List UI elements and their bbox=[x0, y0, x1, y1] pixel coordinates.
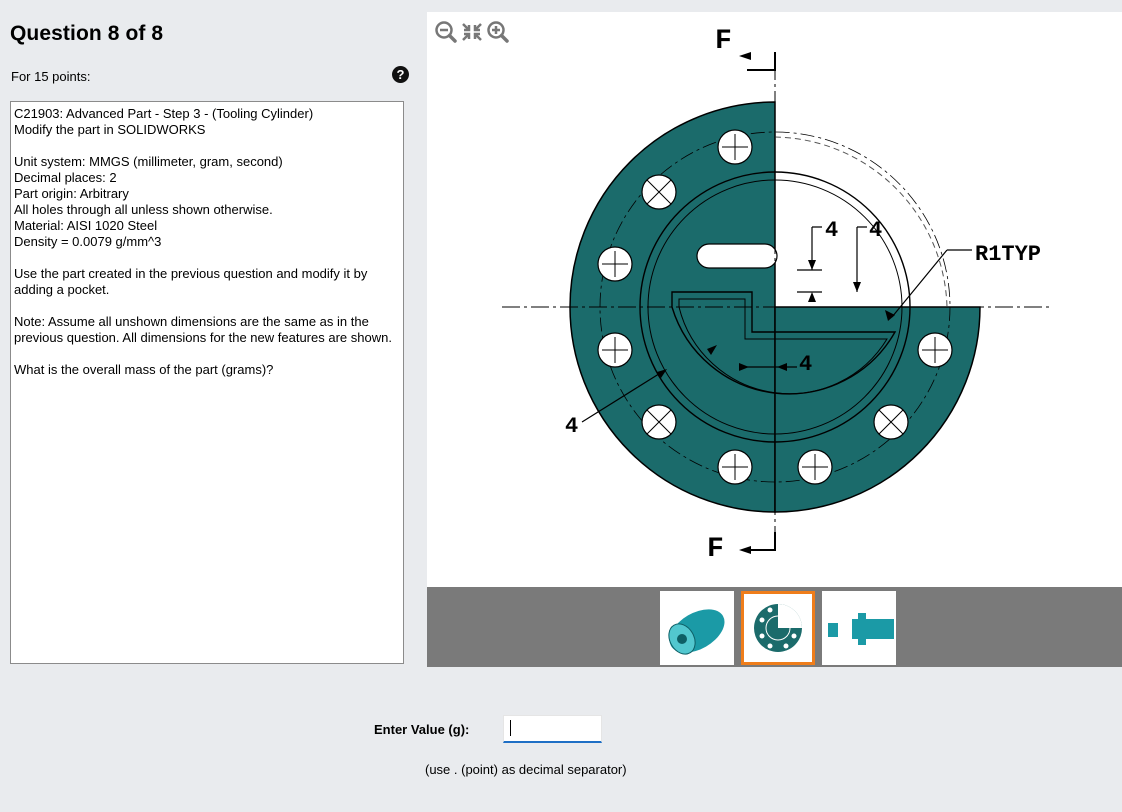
thumbnail-section[interactable] bbox=[822, 591, 896, 665]
desc-paragraph-task: Use the part created in the previous question and modify it by adding a pocket. bbox=[14, 266, 368, 297]
question-description[interactable] bbox=[10, 101, 404, 664]
desc-paragraph-note: Note: Assume all unshown dimensions are the same as in the previous question. All dimensions for the new features are shown. bbox=[14, 314, 392, 345]
answer-input[interactable] bbox=[503, 715, 602, 743]
text-caret bbox=[510, 720, 511, 736]
answer-label: Enter Value (g): bbox=[374, 722, 470, 737]
question-circle-icon[interactable]: ? bbox=[392, 66, 409, 83]
thumbnail-front[interactable] bbox=[741, 591, 815, 665]
question-points: For 15 points: bbox=[11, 69, 91, 84]
desc-paragraph-question: What is the overall mass of the part (grams)? bbox=[14, 362, 274, 377]
dimension-label: 4 bbox=[825, 218, 839, 243]
thumbnail-isometric[interactable] bbox=[660, 591, 734, 665]
radius-label: R1TYP bbox=[975, 242, 1042, 267]
image-viewer bbox=[427, 12, 1122, 587]
thumbnail-strip bbox=[427, 587, 1122, 667]
question-title: Question 8 of 8 bbox=[10, 22, 164, 45]
decimal-hint: (use . (point) as decimal separator) bbox=[425, 762, 627, 777]
section-label-top: F bbox=[715, 26, 732, 57]
dimension-label: 4 bbox=[869, 218, 883, 243]
desc-paragraph-header: C21903: Advanced Part - Step 3 - (Tooling Cylinder) Modify the part in SOLIDWORKS bbox=[14, 106, 314, 137]
section-view-drawing bbox=[427, 12, 1122, 587]
dimension-label: 4 bbox=[565, 414, 579, 439]
desc-paragraph-specs: Unit system: MMGS (millimeter, gram, second) Decimal places: 2 Part origin: Arbitrary All holes through all unless shown otherwise. Material: AISI 1020 Steel Density = 0.0079 g/mm^3 bbox=[14, 154, 283, 249]
dimension-label: 4 bbox=[799, 352, 813, 377]
section-label-bottom: F bbox=[707, 534, 724, 565]
